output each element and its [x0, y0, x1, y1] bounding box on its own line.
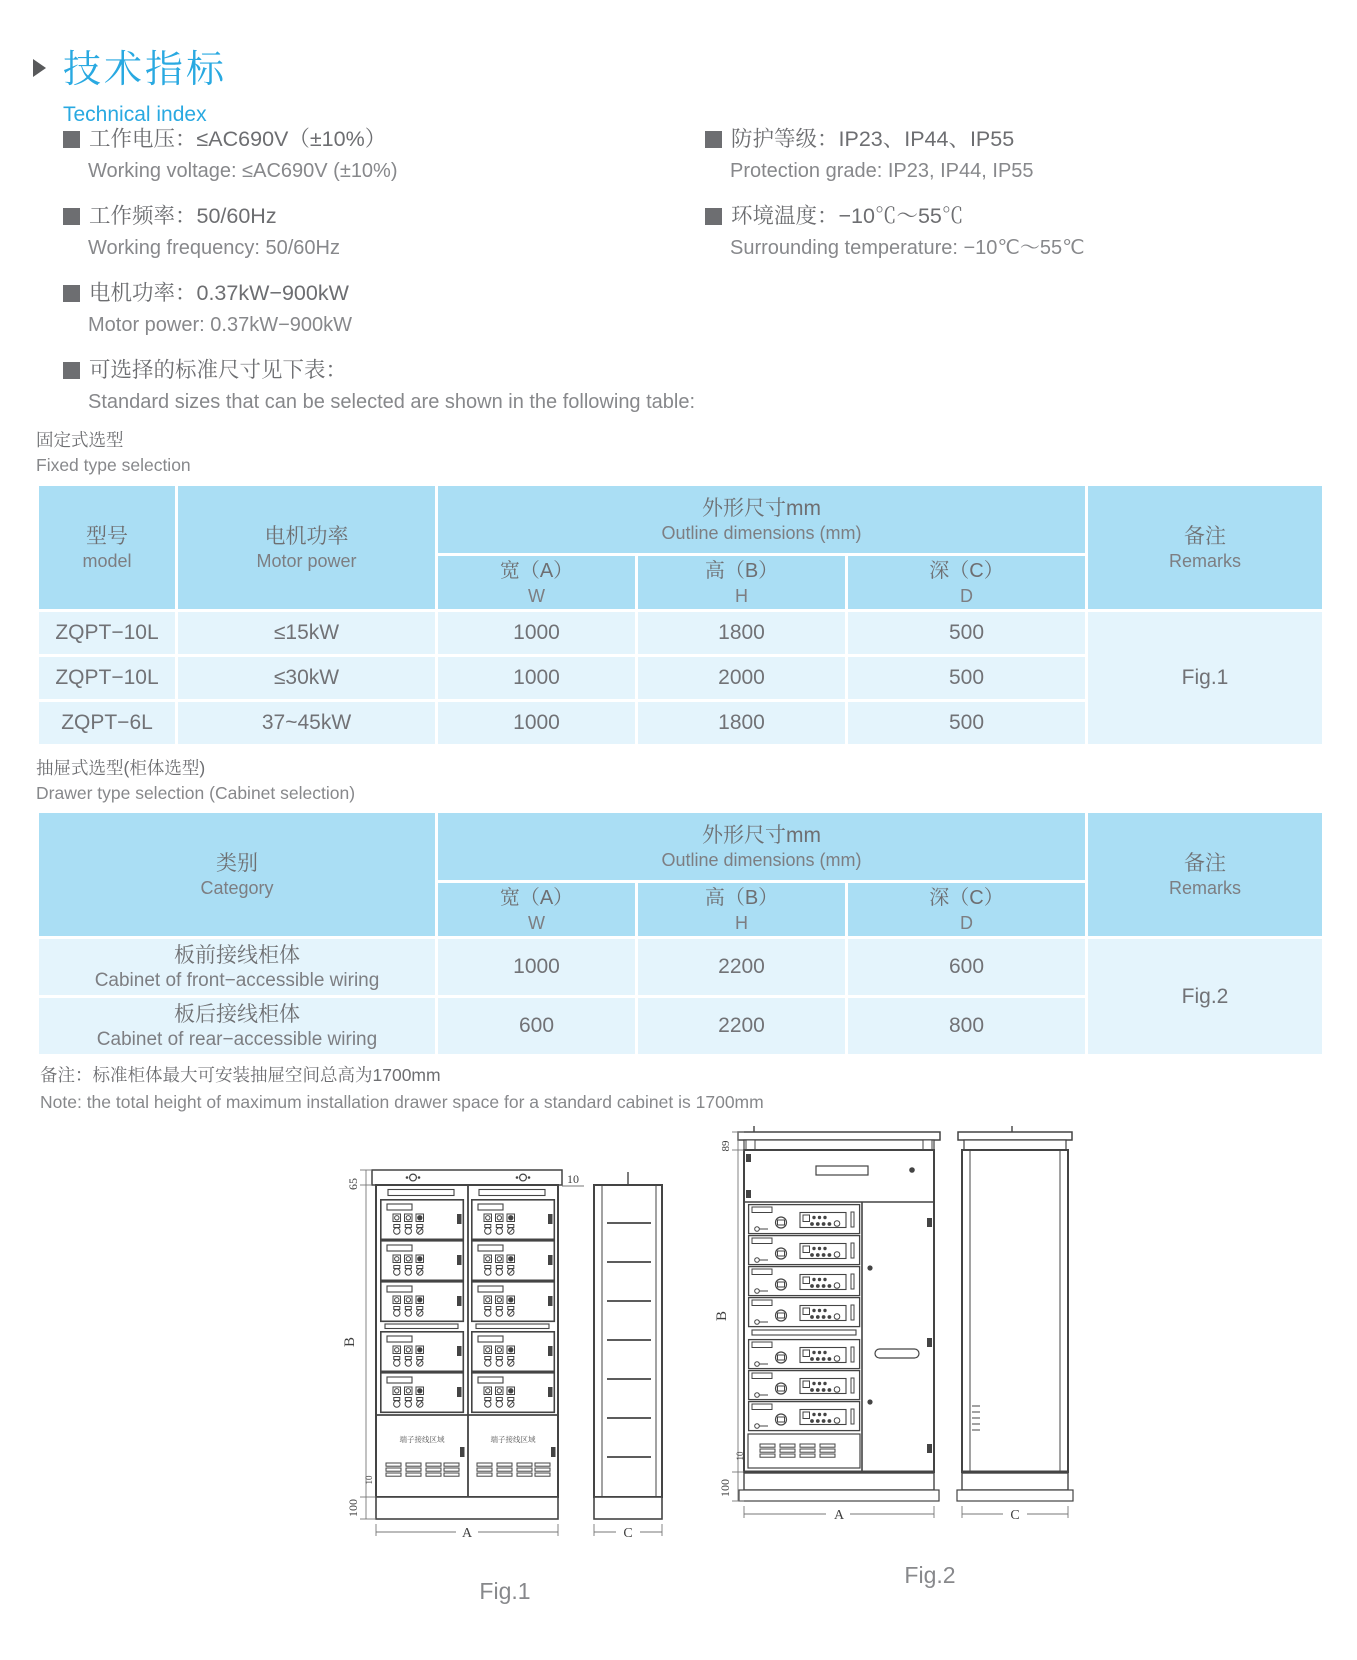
sizes-note-zh: 可选择的标准尺寸见下表： — [89, 358, 348, 382]
spec-item — [705, 199, 1325, 263]
table2-section-en: Drawer type selection (Cabinet selection) — [36, 783, 356, 803]
cell-remark: Fig.1 — [1087, 611, 1324, 746]
cell-width: 1000 — [437, 611, 637, 656]
page-title-en: Technical index — [63, 103, 207, 126]
terminal-area-label: 端子接线区域 — [399, 1435, 445, 1444]
cell-power: ≤30kW — [177, 656, 437, 701]
spec-item — [705, 122, 1325, 186]
fig2-dim-depth: C — [1010, 1508, 1020, 1523]
spec-zh: 防护等级：IP23、IP44、IP55 — [731, 127, 1015, 151]
bullet-square-icon — [63, 208, 80, 225]
fig1-dim-height: B — [342, 1336, 358, 1348]
fig2-dim-plinth: 100 — [718, 1479, 732, 1497]
spec-en: Working voltage: ≤AC690V (±10%) — [88, 160, 398, 182]
cell-depth: 800 — [847, 997, 1087, 1056]
col-header-width: 宽（A） W — [437, 555, 637, 611]
footnote-zh: 备注：标准柜体最大可安装抽屉空间总高为1700mm — [40, 1065, 441, 1085]
table-row — [38, 611, 1324, 656]
cell-height: 1800 — [637, 611, 847, 656]
fixed-type-table — [36, 483, 1325, 747]
cell-category: 板前接线柜体 Cabinet of front−accessible wiring — [38, 938, 437, 997]
col-header-remarks: 备注 Remarks — [1087, 485, 1324, 611]
cell-category: 板后接线柜体 Cabinet of rear−accessible wiring — [38, 997, 437, 1056]
spec-item — [63, 199, 683, 263]
fig1-dim-width: A — [461, 1526, 473, 1541]
fig2-dim-width: A — [833, 1508, 845, 1523]
bullet-square-icon — [63, 131, 80, 148]
col-header-dimensions: 外形尺寸mm Outline dimensions (mm) — [437, 812, 1087, 882]
spec-list-right — [705, 122, 1325, 276]
cell-width: 1000 — [437, 656, 637, 701]
spec-zh: 环境温度：−10℃～55℃ — [731, 204, 964, 228]
table2-section-zh: 抽屉式选型(柜体选型) — [36, 758, 206, 778]
cell-model: ZQPT−10L — [38, 611, 177, 656]
spec-zh: 电机功率：0.37kW−900kW — [89, 281, 349, 305]
cell-width: 1000 — [437, 701, 637, 746]
bullet-square-icon — [705, 208, 722, 225]
cell-depth: 500 — [847, 656, 1087, 701]
fig2-dim-cap: 89 — [720, 1140, 732, 1152]
table1-section-zh: 固定式选型 — [36, 430, 124, 450]
fig1-dim-plinth: 100 — [346, 1499, 360, 1517]
fig1-dim-depth: C — [623, 1526, 633, 1541]
cell-depth: 500 — [847, 611, 1087, 656]
standard-sizes-note — [63, 353, 963, 417]
fig2-caption: Fig.2 — [904, 1562, 956, 1588]
col-header-power: 电机功率 Motor power — [177, 485, 437, 611]
cell-remark: Fig.2 — [1087, 938, 1324, 1056]
fig1-dim-ten-top: 10 — [567, 1172, 579, 1186]
spec-item — [63, 276, 683, 340]
spec-list-left — [63, 122, 683, 353]
cell-depth: 600 — [847, 938, 1087, 997]
fig2-drawing — [712, 1106, 1080, 1530]
page-header — [33, 38, 227, 127]
col-header-height: 高（B） H — [637, 555, 847, 611]
col-header-remarks: 备注 Remarks — [1087, 812, 1324, 938]
cell-model: ZQPT−10L — [38, 656, 177, 701]
col-header-category: 类别 Category — [38, 812, 437, 938]
spec-en: Protection grade: IP23, IP44, IP55 — [730, 160, 1034, 182]
table1-section-en: Fixed type selection — [36, 455, 191, 475]
footnote — [40, 1062, 764, 1116]
col-header-dimensions: 外形尺寸mm Outline dimensions (mm) — [437, 485, 1087, 555]
cell-power: 37~45kW — [177, 701, 437, 746]
fig1-dim-ten-bottom: 10 — [364, 1475, 374, 1485]
spec-zh: 工作电压：≤AC690V（±10%） — [89, 127, 387, 151]
col-header-depth: 深（C） D — [847, 555, 1087, 611]
terminal-area-label: 端子接线区域 — [490, 1435, 536, 1444]
cell-height: 1800 — [637, 701, 847, 746]
spec-zh: 工作频率：50/60Hz — [89, 204, 277, 228]
spec-en: Working frequency: 50/60Hz — [88, 237, 340, 259]
cell-height: 2200 — [637, 997, 847, 1056]
spec-en: Motor power: 0.37kW−900kW — [88, 314, 352, 336]
section-arrow-icon — [33, 59, 46, 77]
cell-height: 2000 — [637, 656, 847, 701]
fig1-caption: Fig.1 — [479, 1578, 531, 1604]
cell-width: 600 — [437, 997, 637, 1056]
bullet-square-icon — [705, 131, 722, 148]
fig2-dim-height: B — [714, 1310, 730, 1322]
drawer-type-table — [36, 810, 1325, 1057]
fig1-drawing — [338, 1150, 690, 1550]
footnote-en: Note: the total height of maximum installation drawer space for a standard cabinet is 1700mm — [40, 1092, 764, 1112]
col-header-model: 型号 model — [38, 485, 177, 611]
bullet-square-icon — [63, 362, 80, 379]
col-header-height: 高（B） H — [637, 882, 847, 938]
fig2-dim-ten: 10 — [735, 1451, 745, 1461]
col-header-depth: 深（C） D — [847, 882, 1087, 938]
cell-depth: 500 — [847, 701, 1087, 746]
spec-en: Surrounding temperature: −10℃～55℃ — [730, 237, 1085, 259]
cell-model: ZQPT−6L — [38, 701, 177, 746]
table2-section-label — [36, 756, 355, 806]
bullet-square-icon — [63, 285, 80, 302]
col-header-width: 宽（A） W — [437, 882, 637, 938]
fig1-dim-cap: 65 — [346, 1178, 360, 1190]
sizes-note-en: Standard sizes that can be selected are shown in the following table: — [88, 391, 696, 413]
page-title-zh: 技术指标 — [63, 49, 228, 91]
cell-power: ≤15kW — [177, 611, 437, 656]
table1-section-label — [36, 428, 191, 478]
table-row — [38, 938, 1324, 997]
cell-height: 2200 — [637, 938, 847, 997]
spec-item — [63, 122, 683, 186]
cell-width: 1000 — [437, 938, 637, 997]
